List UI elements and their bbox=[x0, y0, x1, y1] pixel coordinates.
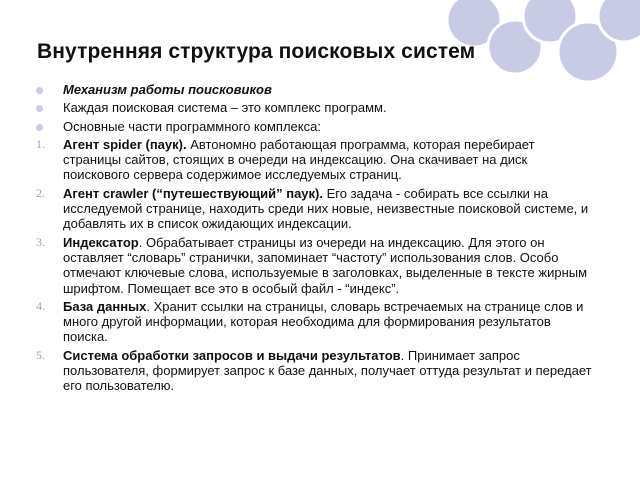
numbered-item bbox=[36, 299, 594, 345]
bullet-item: Каждая поисковая система – это комплекс программ. bbox=[36, 100, 594, 115]
numbered-item bbox=[36, 348, 594, 394]
item-head: Система обработки запросов и выдачи результатов bbox=[63, 347, 401, 363]
item-number: 4. bbox=[36, 298, 45, 313]
item-text: Автономно работающая программа, которая перебирает страницы сайтов, стоящих в очереди на индексацию. Она скачивает на диск поискового сервера содержимое исследуемых страниц. bbox=[63, 136, 535, 183]
numbered-item bbox=[36, 235, 594, 296]
numbered-list bbox=[36, 137, 594, 394]
item-number: 2. bbox=[36, 185, 45, 200]
item-text: . Обрабатывает страницы из очереди на индексацию. Для этого он оставляет “словарь” странички, запоминает “частоту” использования слов. Особо отмечают ключевые слова, используемые в заголовках, выделенные в тексте жирным шрифтом. Помещает все это в особый файл - “индекс”. bbox=[63, 234, 588, 296]
numbered-item bbox=[36, 186, 594, 232]
bullet-item: Основные части программного комплекса: bbox=[36, 119, 594, 134]
item-head: База данных bbox=[63, 298, 147, 314]
item-text: . Принимает запрос пользователя, формирует запрос к базе данных, получает оттуда результат и передает его пользователю. bbox=[63, 347, 592, 394]
bullet-list bbox=[36, 82, 594, 134]
item-text: . Хранит ссылки на страницы, словарь встречаемых на странице слов и много другой информации, которая необходима для формирования результатов поиска. bbox=[63, 298, 584, 345]
slide-title: Внутренняя структура поисковых систем bbox=[37, 40, 476, 63]
bullet-item: Механизм работы поисковиков bbox=[36, 82, 594, 97]
numbered-item bbox=[36, 137, 594, 183]
item-number: 3. bbox=[36, 234, 45, 249]
item-number: 1. bbox=[36, 136, 45, 151]
item-head: Индексатор bbox=[63, 234, 139, 250]
slide-content bbox=[36, 82, 594, 397]
item-head: Агент crawler (“путешествующий” паук). bbox=[63, 185, 323, 201]
item-head: Агент spider (паук). bbox=[63, 136, 187, 152]
item-number: 5. bbox=[36, 347, 45, 362]
item-text: Его задача - собирать все ссылки на исследуемой странице, находить среди них новые, неизвестные поисковой системе, и добавлять их в список ожидающих индексации. bbox=[63, 185, 589, 232]
